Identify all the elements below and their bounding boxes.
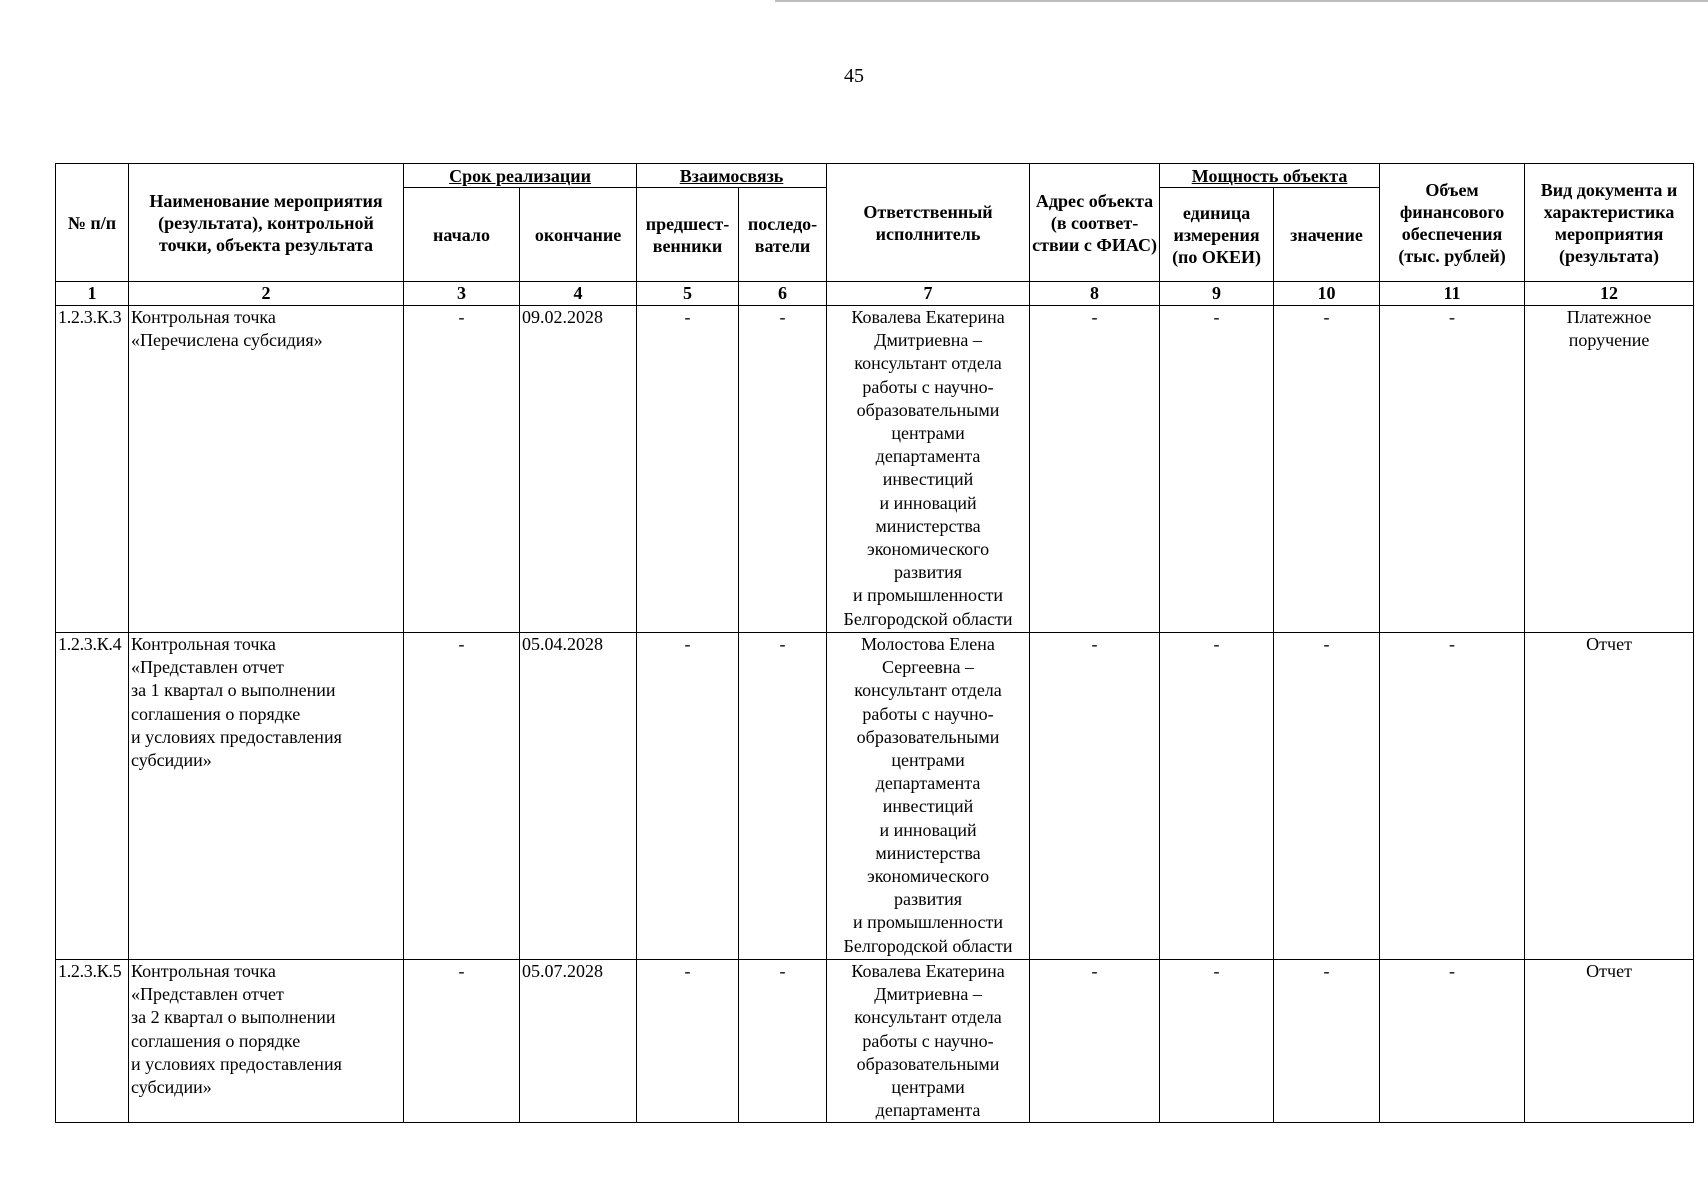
cell-line: за 2 квартал о выполнении [131, 1007, 336, 1028]
cell-line: Дмитриевна – [874, 330, 982, 351]
row-finance: - [1380, 960, 1525, 1123]
row-doc [1525, 633, 1694, 960]
column-number-row [56, 282, 1694, 306]
cell-line: субсидии» [131, 750, 212, 771]
row-executor [827, 960, 1030, 1123]
header-link-prev: предшест-венники [637, 188, 739, 282]
header-address: Адрес объекта (в соответ-ствии с ФИАС) [1030, 164, 1160, 282]
cell-line: министерства [875, 842, 981, 863]
column-number: 8 [1030, 282, 1160, 306]
row-value: - [1274, 306, 1380, 633]
cell-line: «Представлен отчет [131, 984, 284, 1005]
row-start: - [404, 633, 520, 960]
cell-line: Ковалева Екатерина [851, 307, 1005, 327]
cell-line: субсидии» [131, 1077, 212, 1098]
page-number: 45 [844, 65, 864, 87]
cell-line: «Представлен отчет [131, 657, 284, 678]
cell-line: департамента [875, 773, 981, 794]
cell-line: Отчет [1586, 961, 1632, 981]
header-capacity-value: значение [1274, 188, 1380, 282]
cell-line: и условиях предоставления [131, 726, 342, 747]
header-num: № п/п [56, 164, 129, 282]
cell-line: и инноваций [879, 492, 977, 513]
row-address: - [1030, 633, 1160, 960]
cell-line: «Перечислена субсидия» [131, 330, 323, 351]
cell-line: Платежное [1566, 307, 1652, 327]
cell-line: Белгородской области [843, 935, 1013, 956]
header-term: Срок реализации [404, 164, 637, 188]
row-code: 1.2.3.К.5 [56, 960, 129, 1123]
row-unit: - [1160, 960, 1274, 1123]
activity-plan-table [55, 163, 1694, 1123]
header-name: Наименование мероприятия (результата), контрольной точки, объекта результата [129, 164, 404, 282]
cell-line: и промышленности [853, 585, 1003, 606]
row-address: - [1030, 960, 1160, 1123]
cell-line: образовательными [856, 726, 1000, 747]
cell-line: экономического [866, 866, 990, 887]
cell-line: экономического [866, 539, 990, 560]
header-finance: Объем финансового обеспечения (тыс. рублей) [1380, 164, 1525, 282]
cell-line: Белгородской области [843, 608, 1013, 629]
table-row [56, 306, 1694, 633]
cell-line: развития [894, 889, 963, 910]
row-start: - [404, 960, 520, 1123]
row-prev: - [637, 960, 739, 1123]
column-number: 7 [827, 282, 1030, 306]
row-unit: - [1160, 306, 1274, 633]
cell-line: Контрольная точка [131, 307, 276, 327]
column-number: 2 [129, 282, 404, 306]
cell-line: работы с научно- [862, 703, 994, 724]
column-number: 6 [739, 282, 827, 306]
cell-line: Сергеевна – [882, 657, 975, 678]
row-value: - [1274, 960, 1380, 1123]
cell-line: Отчет [1586, 634, 1632, 654]
cell-line: соглашения о порядке [131, 703, 301, 724]
row-prev: - [637, 306, 739, 633]
cell-line: консультант отдела [854, 353, 1002, 374]
cell-line: образовательными [856, 399, 1000, 420]
header-capacity: Мощность объекта [1160, 164, 1380, 188]
row-next: - [739, 306, 827, 633]
cell-line: консультант отдела [854, 1007, 1002, 1028]
header-capacity-unit: единица измерения (по ОКЕИ) [1160, 188, 1274, 282]
row-name [129, 960, 404, 1123]
table-row [56, 960, 1694, 1123]
cell-line: консультант отдела [854, 680, 1002, 701]
cell-line: центрами [891, 423, 965, 444]
column-number: 1 [56, 282, 129, 306]
row-end: 09.02.2028 [520, 306, 637, 633]
cell-line: и условиях предоставления [131, 1053, 342, 1074]
table-row [56, 633, 1694, 960]
cell-line: Контрольная точка [131, 634, 276, 654]
cell-line: центрами [891, 1077, 965, 1098]
row-address: - [1030, 306, 1160, 633]
row-value: - [1274, 633, 1380, 960]
row-doc [1525, 960, 1694, 1123]
cell-line: Ковалева Екатерина [851, 961, 1005, 981]
row-code: 1.2.3.К.4 [56, 633, 129, 960]
cell-line: департамента [875, 1100, 981, 1121]
cell-line: инвестиций [882, 469, 974, 490]
row-doc [1525, 306, 1694, 633]
header-link-next: последо-ватели [739, 188, 827, 282]
header-doc: Вид документа и характеристика мероприятия (результата) [1525, 164, 1694, 282]
row-code: 1.2.3.К.3 [56, 306, 129, 633]
row-start: - [404, 306, 520, 633]
cell-line: департамента [875, 446, 981, 467]
row-executor [827, 306, 1030, 633]
column-number: 12 [1525, 282, 1694, 306]
column-number: 9 [1160, 282, 1274, 306]
cell-line: и инноваций [879, 819, 977, 840]
cell-line: поручение [1568, 330, 1650, 351]
row-prev: - [637, 633, 739, 960]
column-number: 10 [1274, 282, 1380, 306]
row-finance: - [1380, 633, 1525, 960]
row-next: - [739, 633, 827, 960]
cell-line: образовательными [856, 1053, 1000, 1074]
header-term-end: окончание [520, 188, 637, 282]
cell-line: работы с научно- [862, 1030, 994, 1051]
cell-line: работы с научно- [862, 376, 994, 397]
cell-line: министерства [875, 515, 981, 536]
header-term-start: начало [404, 188, 520, 282]
row-executor [827, 633, 1030, 960]
row-end: 05.04.2028 [520, 633, 637, 960]
cell-line: и промышленности [853, 912, 1003, 933]
cell-line: Контрольная точка [131, 961, 276, 981]
row-next: - [739, 960, 827, 1123]
cell-line: за 1 квартал о выполнении [131, 680, 336, 701]
column-number: 5 [637, 282, 739, 306]
column-number: 4 [520, 282, 637, 306]
row-name [129, 633, 404, 960]
cell-line: развития [894, 562, 963, 583]
row-end: 05.07.2028 [520, 960, 637, 1123]
header-executor: Ответственный исполнитель [827, 164, 1030, 282]
cell-line: центрами [891, 750, 965, 771]
cell-line: Дмитриевна – [874, 984, 982, 1005]
row-finance: - [1380, 306, 1525, 633]
header-link: Взаимосвязь [637, 164, 827, 188]
column-number: 3 [404, 282, 520, 306]
row-unit: - [1160, 633, 1274, 960]
cell-line: Молостова Елена [861, 634, 995, 654]
top-rule [775, 0, 1708, 2]
cell-line: инвестиций [882, 796, 974, 817]
column-number: 11 [1380, 282, 1525, 306]
row-name [129, 306, 404, 633]
cell-line: соглашения о порядке [131, 1030, 301, 1051]
